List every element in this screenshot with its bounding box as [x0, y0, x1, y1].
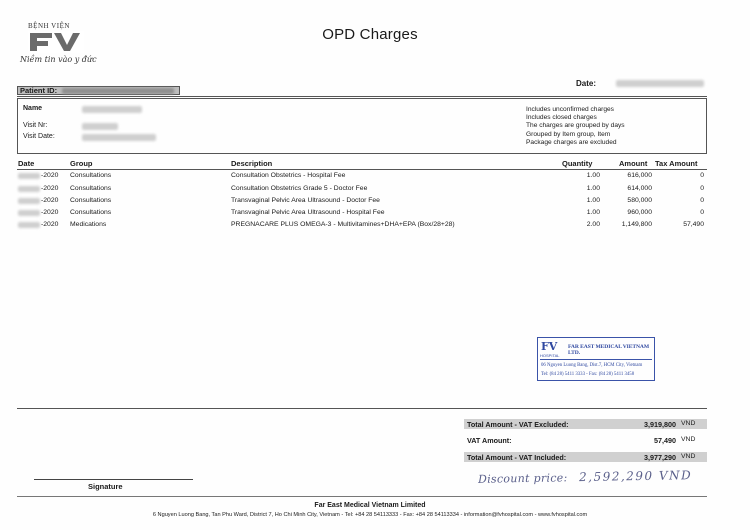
- row-tax: 0: [700, 197, 704, 204]
- date-label: Date:: [576, 79, 597, 88]
- col-tax-amount: Tax Amount: [655, 159, 698, 168]
- row-date: -2020: [41, 209, 59, 216]
- row-description: PREGNACARE PLUS OMEGA-3 - Multivitamines+DHA+EPA (Box/28+28): [231, 221, 455, 228]
- total-incl-label: Total Amount - VAT Included:: [467, 453, 567, 462]
- note-line: Grouped by Item group, Item: [526, 130, 611, 138]
- visit-date-label: Visit Date:: [23, 133, 55, 140]
- discount-value: 2,592,290 VND: [578, 468, 693, 485]
- visit-nr-label: Visit Nr:: [23, 122, 48, 129]
- row-group: Consultations: [70, 172, 112, 179]
- logo-hospital-label: BỆNH VIỆN: [28, 22, 70, 30]
- row-amount: 1,149,800: [621, 221, 652, 228]
- stamp-company-name: FAR EAST MEDICAL VIETNAM LTD.: [568, 344, 650, 356]
- currency-label: VND: [681, 420, 696, 427]
- row-tax: 0: [700, 172, 704, 179]
- row-amount: 960,000: [627, 209, 652, 216]
- stamp-address: 06 Nguyen Luong Bang, Dist.7, HCM City, Vietnam: [541, 363, 643, 368]
- handwritten-discount-note: [478, 468, 692, 486]
- row-quantity: 1.00: [586, 185, 600, 192]
- currency-label: VND: [681, 436, 696, 443]
- vat-value: 57,490: [654, 436, 676, 445]
- row-group: Consultations: [70, 185, 112, 192]
- footer-divider: [17, 496, 707, 497]
- stamp-hospital-label: HOSPITAL: [540, 353, 560, 358]
- signature-label: Signature: [88, 482, 123, 491]
- charge-notes: [526, 106, 625, 147]
- company-stamp: [537, 337, 655, 381]
- row-date: -2020: [41, 172, 59, 179]
- note-line: Includes closed charges: [526, 114, 597, 122]
- table-header-divider: [17, 169, 707, 170]
- row-amount: 580,000: [627, 197, 652, 204]
- footer-address: 6 Nguyen Luong Bang, Tan Phu Ward, District 7, Ho Chi Minh City, Vietnam - Tel: +84 28 54113333 - Fax: +84 28 54113334 - information@fvhospital.com - www.fvhospital.com: [152, 512, 588, 518]
- row-quantity: 1.00: [586, 172, 600, 179]
- total-excl-value: 3,919,800: [644, 420, 676, 429]
- redacted-row-date: [18, 186, 40, 192]
- redacted-patient-id: [62, 88, 174, 94]
- header-divider: [17, 96, 707, 97]
- row-description: Consultation Obstetrics - Hospital Fee: [231, 172, 346, 179]
- row-quantity: 1.00: [586, 197, 600, 204]
- vat-label: VAT Amount:: [467, 436, 512, 445]
- name-label: Name: [23, 105, 43, 112]
- redacted-row-date: [18, 173, 40, 179]
- col-date: Date: [18, 159, 35, 168]
- footer-company: Far East Medical Vietnam Limited: [314, 502, 426, 509]
- note-line: Includes unconfirmed charges: [526, 106, 614, 113]
- row-quantity: 1.00: [586, 209, 600, 216]
- row-amount: 616,000: [627, 172, 652, 179]
- total-excl-label: Total Amount - VAT Excluded:: [467, 420, 569, 429]
- redacted-row-date: [18, 198, 40, 204]
- row-amount: 614,000: [627, 185, 652, 192]
- note-line: The charges are grouped by days: [526, 122, 625, 130]
- patient-id-label: Patient ID:: [20, 86, 58, 95]
- redacted-visit-date: [82, 134, 156, 141]
- note-line: Package charges are excluded: [526, 138, 617, 146]
- row-group: Consultations: [70, 197, 112, 204]
- redacted-row-date: [18, 222, 40, 228]
- col-quantity: Quantity: [562, 159, 593, 168]
- row-tax: 0: [700, 209, 704, 216]
- stamp-divider: [540, 359, 652, 360]
- row-description: Transvaginal Pelvic Area Ultrasound - Doctor Fee: [231, 197, 380, 204]
- row-tax: 0: [700, 185, 704, 192]
- stamp-mark: FV: [541, 340, 558, 353]
- row-group: Consultations: [70, 209, 112, 216]
- redacted-date: [616, 80, 704, 87]
- patient-info-box: [17, 98, 707, 154]
- row-description: Transvaginal Pelvic Area Ultrasound - Hospital Fee: [231, 209, 385, 216]
- discount-label: Discount price:: [477, 471, 568, 486]
- row-description: Consultation Obstetrics Grade 5 - Doctor Fee: [231, 185, 368, 192]
- row-date: -2020: [41, 197, 59, 204]
- patient-id-bar: [17, 86, 180, 95]
- row-group: Medications: [70, 221, 107, 228]
- currency-label: VND: [681, 453, 696, 460]
- row-date: -2020: [41, 185, 59, 192]
- document-title: OPD Charges: [322, 26, 418, 43]
- redacted-visit-nr: [82, 123, 118, 130]
- signature-line: [34, 479, 193, 480]
- stamp-phone: Tel: (84 28) 5411 3333 - Fax: (84 28) 5411 3458: [541, 372, 635, 377]
- col-group: Group: [70, 159, 93, 168]
- total-incl-value: 3,977,290: [644, 453, 676, 462]
- row-date: -2020: [41, 221, 59, 228]
- row-quantity: 2.00: [586, 221, 600, 228]
- logo-motto: Niềm tin vào y đức: [20, 55, 97, 64]
- col-amount: Amount: [619, 159, 648, 168]
- col-description: Description: [231, 159, 273, 168]
- totals-divider: [17, 408, 707, 409]
- row-tax: 57,490: [683, 221, 704, 228]
- document-date: [576, 79, 704, 88]
- redacted-row-date: [18, 210, 40, 216]
- redacted-name: [82, 106, 142, 113]
